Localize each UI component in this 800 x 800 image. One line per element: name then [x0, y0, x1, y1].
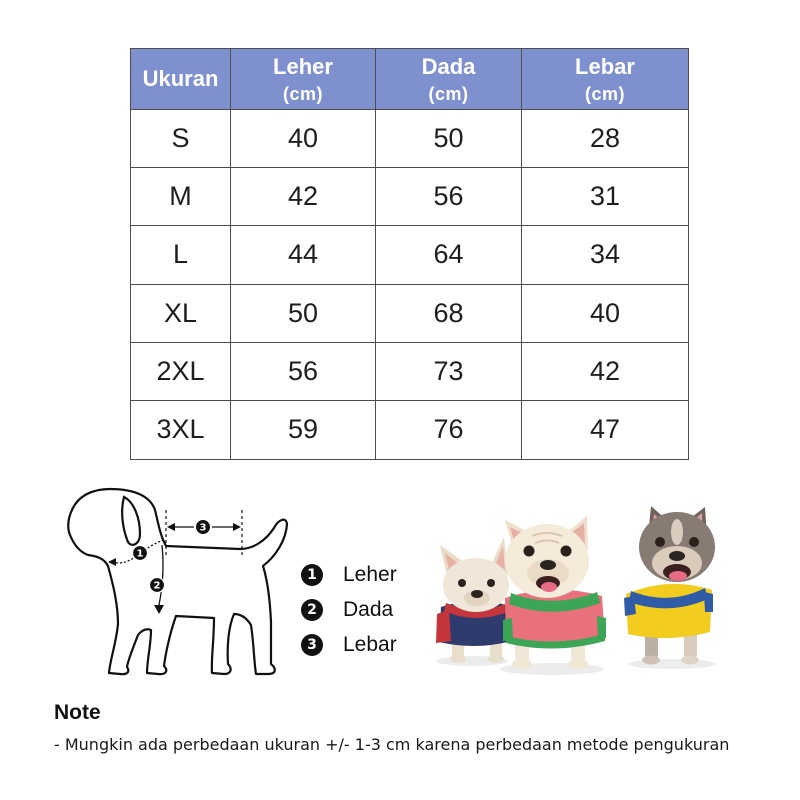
lebar-cell: 34 — [522, 226, 688, 284]
legend-label: Dada — [343, 598, 394, 621]
dog-outline-icon — [68, 489, 287, 674]
header-unit: (cm) — [282, 83, 323, 104]
leher-cell: 40 — [231, 110, 376, 168]
leher-cell: 44 — [231, 226, 376, 284]
left-dog-shirt-sleeve — [436, 610, 451, 643]
right-dog-nose — [669, 551, 685, 561]
diagram-marker-1 — [133, 546, 148, 561]
left-dog-eye — [487, 579, 495, 587]
right-dog — [624, 506, 715, 665]
right-dog-paw — [681, 656, 699, 665]
right-dog-eye — [655, 537, 665, 547]
numbered-circle-icon: 2 — [301, 599, 323, 621]
header-ukuran — [131, 49, 231, 110]
right-dog-tongue — [669, 571, 687, 581]
header-label: Ukuran — [142, 66, 219, 91]
dada-cell: 64 — [376, 226, 522, 284]
size-cell: L — [131, 226, 231, 284]
leher-cell: 42 — [231, 168, 376, 226]
left-dog-eye — [458, 579, 466, 587]
middle-dog-tongue — [541, 582, 557, 592]
dog-measurement-diagram — [55, 480, 295, 680]
numbered-circle-icon: 1 — [301, 564, 323, 586]
lebar-cell: 47 — [589, 414, 621, 445]
header-dada — [376, 49, 522, 110]
size-cell: S — [131, 110, 231, 168]
size-chart-table — [130, 48, 689, 460]
marker-number: 3 — [199, 522, 207, 534]
legend-item-leher — [301, 564, 397, 586]
dogs-in-shirts-photo — [430, 500, 720, 680]
size-cell: XL — [131, 285, 231, 343]
middle-dog — [503, 516, 606, 669]
left-dog — [436, 537, 515, 663]
leher-cell: 56 — [231, 343, 376, 401]
middle-dog-nose — [540, 560, 556, 570]
middle-dog-paw — [512, 659, 532, 669]
legend-item-dada — [301, 599, 393, 621]
legend-label: Leher — [343, 563, 397, 586]
leher-cell: 59 — [231, 401, 376, 459]
lebar-cell: 31 — [522, 168, 688, 226]
marker-number: 1 — [136, 548, 144, 560]
left-dog-nose — [471, 590, 483, 598]
diagram-marker-2 — [150, 578, 165, 593]
header-lebar — [522, 49, 688, 110]
header-leher — [231, 49, 376, 110]
width-arrow-right-icon — [233, 523, 241, 531]
shadow — [628, 659, 716, 669]
middle-dog-eye — [561, 546, 572, 557]
middle-dog-shirt-sleeve — [597, 616, 606, 638]
numbered-circle-icon: 3 — [301, 634, 323, 656]
note-title: Note — [54, 701, 101, 724]
dada-cell: 50 — [376, 110, 522, 168]
dada-cell: 76 — [376, 401, 522, 459]
dada-cell: 73 — [376, 343, 522, 401]
right-dog-blaze — [671, 519, 683, 545]
leher-cell: 50 — [231, 285, 376, 343]
dada-cell: 56 — [376, 168, 522, 226]
right-dog-eye — [689, 537, 699, 547]
legend-item-lebar — [301, 634, 397, 656]
dada-cell: 68 — [376, 285, 522, 343]
header-label: Lebar — [575, 53, 635, 79]
note-text: - Mungkin ada perbedaan ukuran +/- 1-3 cm karena perbedaan metode pengukuran — [54, 735, 730, 754]
header-label: Dada — [421, 53, 476, 79]
size-cell: 3XL — [131, 401, 231, 459]
width-arrow-left-icon — [167, 523, 175, 531]
lebar-cell: 42 — [522, 343, 688, 401]
header-unit: (cm) — [584, 83, 625, 104]
left-dog-paw — [450, 655, 466, 663]
legend-label: Lebar — [343, 633, 397, 656]
header-label: Leher — [273, 53, 333, 79]
middle-dog-eye — [524, 546, 535, 557]
middle-dog-shirt-sleeve — [503, 618, 513, 641]
lebar-cell: 28 — [522, 110, 688, 168]
lebar-cell: 40 — [522, 285, 688, 343]
middle-dog-paw — [568, 659, 588, 669]
right-dog-paw — [642, 656, 660, 665]
left-dog-paw — [488, 655, 504, 663]
size-cell: M — [131, 168, 231, 226]
size-cell: 2XL — [131, 343, 231, 401]
header-unit: (cm) — [428, 83, 469, 104]
diagram-marker-3 — [195, 519, 211, 535]
marker-number: 2 — [153, 580, 161, 592]
